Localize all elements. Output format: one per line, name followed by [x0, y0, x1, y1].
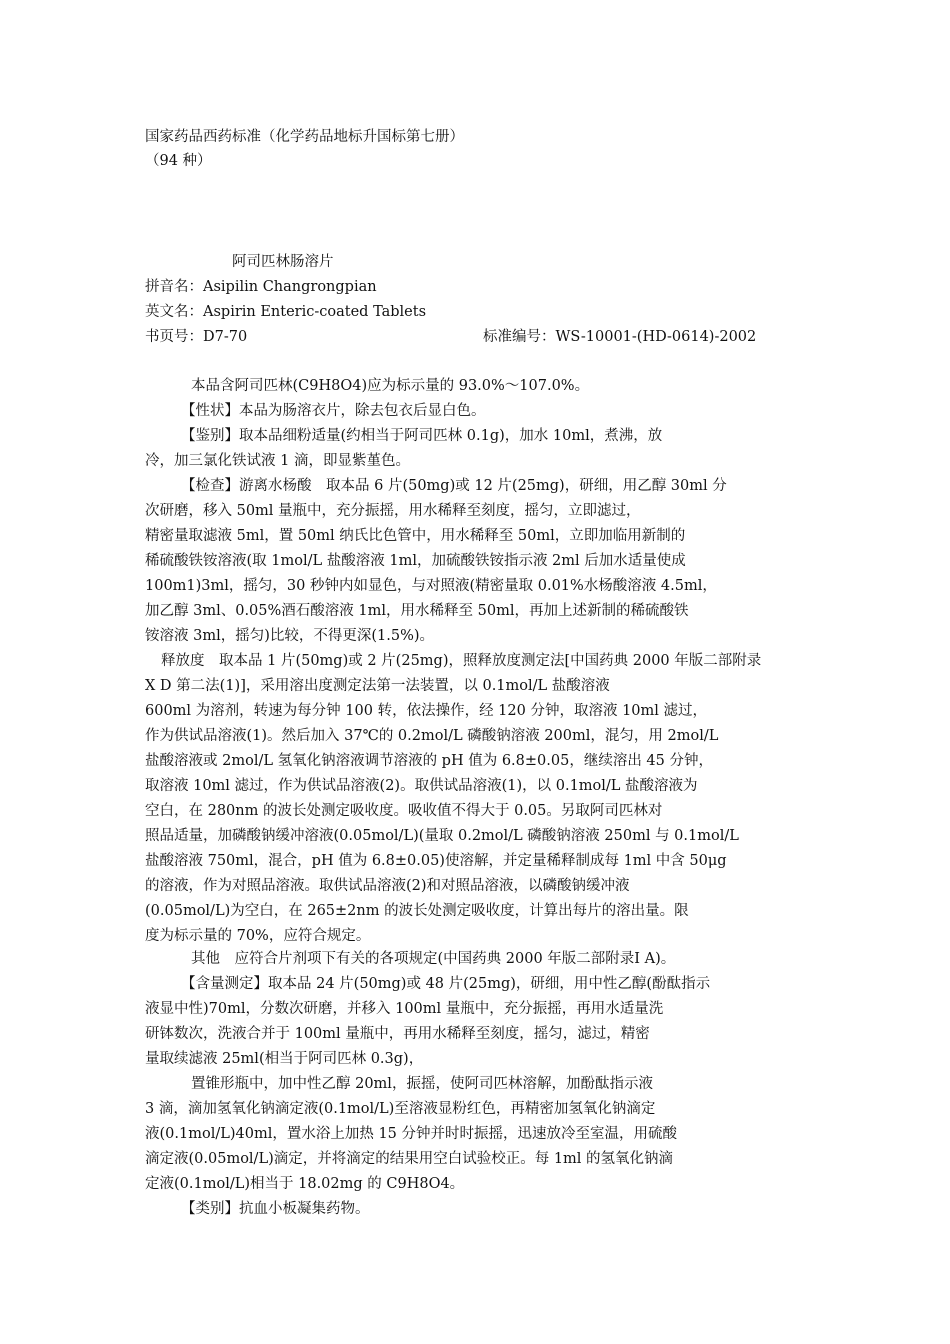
paragraph-line: 照品适量，加磷酸钠缓冲溶液(0.05mol/L)(量取 0.2mol/L 磷酸钠溶液 250ml 与 0.1mol/L	[145, 828, 739, 844]
paragraph-line: 【含量测定】取本品 24 片(50mg)或 48 片(25mg)，研细，用中性乙醇(酚酞指示	[181, 976, 711, 992]
paragraph-line: 100m1)3ml，摇匀，30 秒钟内如显色，与对照液(精密量取 0.01%水杨酸溶液 4.5ml，	[145, 578, 717, 594]
reference-row	[145, 327, 757, 347]
paragraph-line: 盐酸溶液 750ml，混合，pH 值为 6.8±0.05)使溶解，并定量稀释制成每 1ml 中含 50μg	[145, 853, 727, 869]
paragraph-line: 滴定液(0.05mol/L)滴定，并将滴定的结果用空白试验校正。每 1ml 的氢氧化钠滴	[145, 1151, 674, 1167]
paragraph-line: 【鉴别】取本品细粉适量(约相当于阿司匹林 0.1g)，加水 10ml，煮沸，放	[181, 428, 663, 444]
paragraph-line: 精密量取滤液 5ml，置 50ml 纳氏比色管中，用水稀释至 50ml，立即加临用新制的	[145, 528, 686, 544]
header-title: 国家药品西药标准（化学药品地标升国标第七册）	[145, 129, 464, 145]
paragraph-line: 定液(0.1mol/L)相当于 18.02mg 的 C9H8O4。	[145, 1176, 465, 1192]
paragraph-line: 释放度 取本品 1 片(50mg)或 2 片(25mg)，照释放度测定法[中国药典 2000 年版二部附录	[161, 653, 762, 669]
paragraph-line: 冷，加三氯化铁试液 1 滴，即显紫堇色。	[145, 453, 410, 469]
paragraph-line: 【性状】本品为肠溶衣片，除去包衣后显白色。	[181, 403, 486, 419]
paragraph-line: 度为标示量的 70%，应符合规定。	[145, 928, 371, 944]
drug-title: 阿司匹林肠溶片	[232, 254, 334, 270]
paragraph-line: 次研磨，移入 50ml 量瓶中，充分振摇，用水稀释至刻度，摇匀，立即滤过，	[145, 503, 641, 519]
paragraph-line: 加乙醇 3ml、0.05%酒石酸溶液 1ml，用水稀释至 50ml，再加上述新制的稀硫酸铁	[145, 603, 689, 619]
paragraph-line: 600ml 为溶剂，转速为每分钟 100 转，依法操作，经 120 分钟，取溶液 10ml 滤过，	[145, 703, 708, 719]
paragraph-line: 取溶液 10ml 滤过，作为供试品溶液(2)。取供试品溶液(1)，以 0.1mol/L 盐酸溶液为	[145, 778, 698, 794]
paragraph-line: 的溶液，作为对照品溶液。取供试品溶液(2)和对照品溶液，以磷酸钠缓冲液	[145, 878, 630, 894]
pinyin-name: 拼音名：Asipilin Changrongpian	[145, 279, 377, 295]
standard-number: 标准编号：WS-10001-(HD-0614)-2002	[483, 329, 757, 345]
paragraph-line: 铵溶液 3ml，摇匀)比较，不得更深(1.5%)。	[145, 628, 435, 644]
page-reference: 书页号：D7-70	[145, 329, 248, 345]
paragraph-line: 其他 应符合片剂项下有关的各项规定(中国药典 2000 年版二部附录Ⅰ A)。	[191, 951, 676, 967]
paragraph-line: 【检查】游离水杨酸 取本品 6 片(50mg)或 12 片(25mg)，研细，用乙醇 30ml 分	[181, 478, 727, 494]
paragraph-line: 3 滴，滴加氢氧化钠滴定液(0.1mol/L)至溶液显粉红色，再精密加氢氧化钠滴定	[145, 1101, 656, 1117]
paragraph-line: 置锥形瓶中，加中性乙醇 20ml，振摇，使阿司匹林溶解，加酚酞指示液	[191, 1076, 653, 1092]
paragraph-line: 本品含阿司匹林(C9H8O4)应为标示量的 93.0%～107.0%。	[191, 378, 590, 394]
english-name: 英文名：Aspirin Enteric-coated Tablets	[145, 304, 427, 320]
paragraph-line: 盐酸溶液或 2mol/L 氢氧化钠溶液调节溶液的 pH 值为 6.8±0.05，继续溶出 45 分钟，	[145, 753, 713, 769]
header-subtitle: （94 种）	[145, 153, 212, 169]
paragraph-line: 液(0.1mol/L)40ml，置水浴上加热 15 分钟并时时振摇，迅速放冷至室温，用硫酸	[145, 1126, 678, 1142]
paragraph-line: 量取续滤液 25ml(相当于阿司匹林 0.3g)，	[145, 1051, 424, 1067]
paragraph-line: 研钵数次，洗液合并于 100ml 量瓶中，再用水稀释至刻度，摇匀，滤过，精密	[145, 1026, 650, 1042]
paragraph-line: 作为供试品溶液(1)。然后加入 37℃的 0.2mol/L 磷酸钠溶液 200ml，混匀，用 2mol/L	[145, 728, 719, 744]
paragraph-line: (0.05mol/L)为空白，在 265±2nm 的波长处测定吸收度，计算出每片的溶出量。限	[145, 903, 689, 919]
paragraph-line: Ⅹ D 第二法(1)]，采用溶出度测定法第一法装置，以 0.1mol/L 盐酸溶液	[145, 678, 610, 694]
paragraph-line: 【类别】抗血小板凝集药物。	[181, 1201, 370, 1217]
paragraph-line: 稀硫酸铁铵溶液(取 1mol/L 盐酸溶液 1ml，加硫酸铁铵指示液 2ml 后加水适量使成	[145, 553, 686, 569]
paragraph-line: 空白，在 280nm 的波长处测定吸收度。吸收值不得大于 0.05。另取阿司匹林对	[145, 803, 663, 819]
paragraph-line: 液显中性)70ml，分数次研磨，并移入 100ml 量瓶中，充分振摇，再用水适量洗	[145, 1001, 664, 1017]
